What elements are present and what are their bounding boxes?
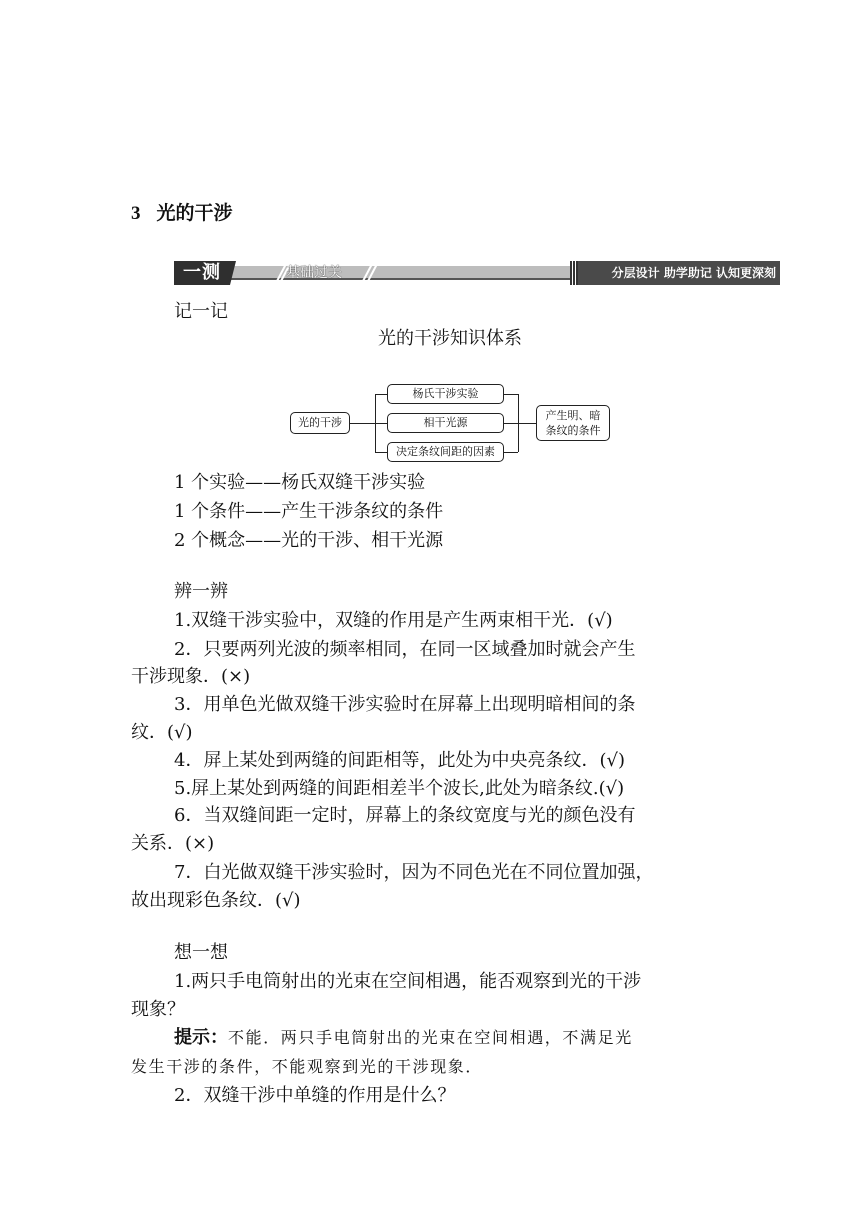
section-title: 光的干涉 — [156, 202, 233, 224]
remember-item: 1 个条件——产生干涉条纹的条件 — [174, 501, 444, 522]
banner-stripes — [570, 261, 578, 285]
remember-item: 1 个实验——杨氏双缝干涉实验 — [174, 472, 426, 493]
think-hint — [174, 1023, 633, 1052]
connector — [504, 394, 518, 395]
diagram-branch-box: 相干光源 — [387, 413, 504, 433]
diagram-result-box: 产生明、暗条纹的条件 — [536, 405, 610, 441]
judge-label: 辨一辨 — [174, 581, 228, 602]
think-label: 想一想 — [174, 942, 228, 963]
judge-line: 5.屏上某处到两缝的间距相差半个波长,此处为暗条纹.(√) — [174, 778, 625, 799]
connector — [375, 423, 387, 424]
connector — [375, 452, 387, 453]
banner-block-label: 一测 — [174, 261, 230, 285]
diagram-branch-box: 杨氏干涉实验 — [387, 384, 504, 404]
banner-slant-left — [230, 261, 242, 285]
diagram-title: 光的干涉知识体系 — [378, 328, 522, 349]
think-question: 2．双缝干涉中单缝的作用是什么？ — [174, 1085, 456, 1106]
section-number: 3 — [131, 203, 141, 224]
judge-line: 1.双缝干涉实验中，双缝的作用是产生两束相干光．(√) — [174, 610, 613, 631]
judge-line: 纹．(√) — [131, 722, 193, 743]
judge-line: 故出现彩色条纹．(√) — [131, 890, 301, 911]
judge-line: 3．用单色光做双缝干涉实验时在屏幕上出现明暗相间的条 — [174, 694, 636, 715]
think-question: 现象？ — [131, 999, 185, 1020]
knowledge-diagram — [290, 380, 620, 464]
connector — [504, 452, 518, 453]
diagram-root-box: 光的干涉 — [290, 412, 350, 434]
banner-middle-label: 基础过关 — [286, 265, 342, 281]
diagram-branch-box: 决定条纹间距的因素 — [387, 442, 504, 462]
judge-line: 7．白光做双缝干涉实验时，因为不同色光在不同位置加强， — [174, 862, 654, 883]
remember-label: 记一记 — [174, 301, 228, 322]
section-banner — [174, 261, 780, 285]
section-heading — [131, 198, 233, 225]
think-question: 1.两只手电筒射出的光束在空间相遇，能否观察到光的干涉 — [174, 971, 642, 992]
hint-text: 发生干涉的条件，不能观察到光的干涉现象． — [131, 1057, 484, 1076]
judge-line: 关系．(×) — [131, 833, 215, 854]
connector — [518, 423, 536, 424]
judge-line: 干涉现象．(×) — [131, 666, 251, 687]
judge-line: 2．只要两列光波的频率相同，在同一区域叠加时就会产生 — [174, 639, 636, 660]
banner-right-label: 分层设计 助学助记 认知更深刻 — [578, 261, 780, 285]
hint-label: 提示： — [174, 1027, 228, 1048]
connector — [350, 423, 375, 424]
hint-text: 不能．两只手电筒射出的光束在空间相遇，不满足光 — [228, 1028, 633, 1047]
connector — [375, 394, 387, 395]
judge-line: 6．当双缝间距一定时，屏幕上的条纹宽度与光的颜色没有 — [174, 805, 636, 826]
judge-line: 4．屏上某处到两缝的间距相等，此处为中央亮条纹．(√) — [174, 750, 625, 771]
banner-slash-icon-right — [360, 261, 378, 285]
connector — [504, 423, 518, 424]
remember-item: 2 个概念——光的干涉、相干光源 — [174, 530, 444, 551]
